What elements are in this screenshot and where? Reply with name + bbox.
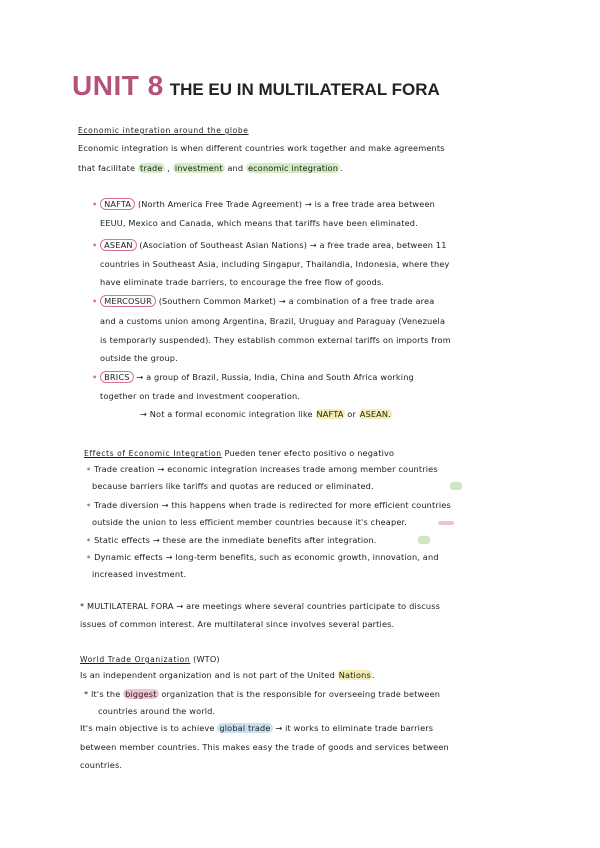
green-plus-mark [450, 482, 462, 490]
nafta-line-2: EEUU, Mexico and Canada, which means that tariffs have been eliminated. [100, 218, 418, 228]
wto-line-4 [80, 722, 433, 734]
section-heading-economic-integration: Economic integration around the globe [78, 126, 249, 135]
wto-line-1-text: Is an independent organization and is not part of the United [80, 670, 335, 680]
highlight-biggest: biggest [125, 689, 157, 699]
intro-text-c: and [227, 163, 244, 173]
trade-diversion-line-1: Trade diversion → this happens when trade is redirected for more efficient countries [94, 500, 451, 510]
asean-line-2: countries in Southeast Asia, including Singapur, Thailandia, Indonesia, where they [100, 259, 450, 269]
dynamic-effects-line-2: increased investment. [92, 569, 187, 579]
intro-text-b: , [167, 163, 171, 173]
mercosur-item [92, 295, 434, 307]
highlight-global-trade: global trade [219, 723, 271, 733]
green-plus-mark [418, 536, 430, 544]
wto-line-2 [84, 688, 440, 700]
highlight-investment: investment [174, 163, 223, 173]
wto-line-4-start: It's main objective is to achieve [80, 723, 215, 733]
pink-minus-mark [438, 521, 454, 525]
brics-item [92, 371, 414, 383]
wto-line-1-end: . [371, 670, 375, 680]
mercosur-line-2: and a customs union among Argentina, Brazil, Uruguay and Paraguay (Venezuela [100, 316, 446, 326]
brics-tag: BRICS [100, 371, 133, 383]
trade-diversion-item [86, 499, 451, 511]
bullet-dot: • [92, 296, 98, 306]
highlight-trade: trade [139, 163, 163, 173]
nafta-line-1: (North America Free Trade Agreement) → is a free trade area between [137, 199, 435, 209]
brics-note-asean: ASEAN. [359, 409, 391, 419]
static-effects-line-1: Static effects → these are the inmediate benefits after integration. [94, 535, 377, 545]
multilateral-fora-line-2: issues of common interest. Are multilateral since involves several parties. [80, 619, 395, 629]
wto-line-1 [80, 669, 375, 681]
section-heading-wto: World Trade Organization [80, 655, 191, 664]
brics-note-text: → Not a formal economic integration like [140, 409, 313, 419]
mercosur-tag: MERCOSUR [100, 295, 156, 307]
section-heading-effects: Effects of Economic Integration [84, 449, 222, 458]
wto-line-4-text: → it works to eliminate trade barriers [275, 723, 434, 733]
bullet-dot: • [92, 199, 98, 209]
nafta-item [92, 198, 435, 210]
mercosur-line-3: is temporarly suspended). They establish common external tariffs on imports from [100, 335, 451, 345]
highlight-economic-integration: economic integration [247, 163, 339, 173]
brics-note-or: or [347, 409, 356, 419]
intro-text-d: . [340, 163, 343, 173]
bullet-dot: • [86, 552, 92, 562]
mercosur-line-4: outside the group. [100, 353, 178, 363]
multilateral-fora-line-1: * MULTILATERAL FORA → are meetings where several countries participate to discuss [80, 601, 441, 611]
dynamic-effects-line-1: Dynamic effects → long-term benefits, such as economic growth, innovation, and [94, 552, 439, 562]
intro-line-1: Economic integration is when different countries work together and make agreements [78, 143, 445, 153]
intro-text-a: that facilitate [78, 163, 136, 173]
asean-tag: ASEAN [100, 239, 136, 251]
brics-note [140, 408, 392, 420]
intro-line-2 [78, 162, 343, 174]
asean-line-3: have eliminate trade barriers, to encourage the free flow of goods. [100, 277, 385, 287]
highlight-nations: Nations [338, 670, 371, 680]
wto-abbreviation: (WTO) [193, 654, 220, 664]
bullet-dot: • [92, 240, 98, 250]
unit-number: UNIT 8 [72, 70, 164, 101]
asean-line-1: (Asociation of Southeast Asian Nations) → a free trade area, between 11 [139, 240, 447, 250]
trade-creation-line-1: Trade creation → economic integration increases trade among member countries [94, 464, 438, 474]
asean-item [92, 239, 447, 251]
bullet-dot: • [86, 464, 92, 474]
bullet-dot: • [92, 372, 98, 382]
trade-creation-line-2: because barriers like tariffs and quotas are reduced or eliminated. [92, 481, 374, 491]
effects-heading-line [84, 447, 394, 460]
wto-line-3: countries around the world. [98, 706, 216, 716]
wto-line-6: countries. [80, 760, 123, 770]
wto-line-2-text: organization that is the responsible for overseeing trade between [161, 689, 441, 699]
wto-line-5: between member countries. This makes easy the trade of goods and services between [80, 742, 449, 752]
mercosur-line-1: (Southern Common Market) → a combination of a free trade area [158, 296, 435, 306]
wto-heading-line [80, 653, 220, 666]
page-title [72, 70, 440, 102]
bullet-dot: • [86, 500, 92, 510]
static-effects-item [86, 534, 377, 546]
brics-line-1: → a group of Brazil, Russia, India, China and South Africa working [136, 372, 414, 382]
brics-line-2: together on trade and investment cooperation. [100, 391, 301, 401]
unit-title: THE EU IN MULTILATERAL FORA [169, 80, 440, 99]
trade-diversion-line-2: outside the union to less efficient member countries because it's cheaper. [92, 517, 408, 527]
nafta-tag: NAFTA [100, 198, 135, 210]
dynamic-effects-item [86, 551, 439, 563]
brics-note-nafta: NAFTA [316, 409, 344, 419]
trade-creation-item [86, 463, 438, 475]
wto-line-2-start: * It's the [84, 689, 121, 699]
effects-heading-note: Pueden tener efecto positivo o negativo [224, 448, 395, 458]
bullet-dot: • [86, 535, 92, 545]
